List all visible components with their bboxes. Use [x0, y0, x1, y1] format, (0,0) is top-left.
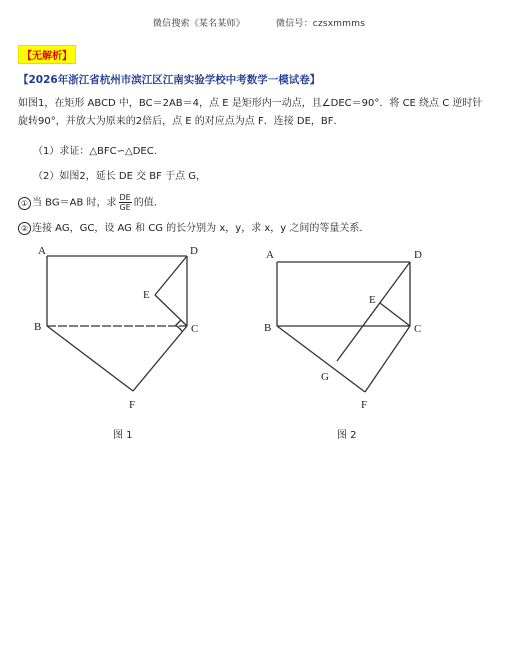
geometry-figures [0, 238, 518, 453]
fig2-label-g: G [321, 371, 329, 383]
fig1-segment-bf [47, 326, 133, 391]
q2-1-text-post: 的值． [133, 197, 164, 209]
fraction-denominator: GE [119, 203, 131, 212]
circled-number-1: ① [18, 197, 31, 210]
fig2-label-d: D [414, 249, 422, 261]
fig2-label-f: F [361, 399, 368, 411]
fig1-segment-fc [133, 326, 187, 391]
q2-1-text-pre: 当 BG＝AB 时，求 [32, 197, 117, 209]
circled-number-2: ② [18, 222, 31, 235]
fig2-label-c: C [414, 323, 422, 335]
exam-source-title: 【2026年浙江省杭州市滨江区江南实验学校中考数学一模试卷】 [18, 74, 321, 86]
question-2-part-1 [18, 193, 506, 213]
fig1-label-f: F [129, 399, 136, 411]
fig2-segment-ec [380, 303, 410, 326]
no-solution-badge: 【无解析】 [18, 45, 76, 64]
page-header [0, 16, 518, 29]
question-2: （2）如图2，延长 DE 交 BF 于点 G， [33, 171, 206, 182]
fig1-label-d: D [190, 245, 198, 257]
figure-2 [277, 262, 410, 392]
intro-line-1: 如图1，在矩形 ABCD 中，BC＝2AB＝4，点 E 是矩形内一动点，且∠DEC＝90°．将 CE 绕点 C 逆时针 [18, 98, 483, 109]
fig1-segment-ec [155, 295, 187, 326]
problem-intro [18, 95, 506, 131]
fraction-numerator: DE [119, 193, 131, 202]
fig2-segment-dg [337, 262, 410, 361]
fig1-label-b: B [34, 321, 42, 333]
fig2-label-b: B [264, 322, 272, 334]
header-search-text: 微信搜索《某名某师》 [152, 19, 245, 29]
fig2-label-a: A [266, 249, 274, 261]
fig1-label-a: A [38, 245, 46, 257]
figure-1 [47, 256, 187, 391]
q2-2-text: 连接 AG，GC，设 AG 和 CG 的长分别为 x，y，求 x，y 之间的等量关系． [32, 223, 370, 234]
fig1-label-e: E [143, 289, 150, 301]
fraction-de-ge [119, 193, 132, 212]
fig2-segment-fc [365, 326, 410, 392]
fig2-caption: 图 2 [337, 430, 357, 441]
question-1: （1）求证：△BFC∽△DEC． [33, 146, 164, 157]
fig1-label-c: C [191, 323, 199, 335]
header-wechat-id: 微信号：czsxmmms [276, 19, 366, 29]
intro-line-2: 旋转90°，并放大为原来的2倍后，点 E 的对应点为点 F．连接 DE，BF． [18, 116, 344, 127]
fig2-label-e: E [369, 294, 376, 306]
fig1-segment-de [155, 256, 187, 295]
fig1-caption: 图 1 [113, 430, 133, 441]
question-2-part-2 [18, 220, 506, 238]
